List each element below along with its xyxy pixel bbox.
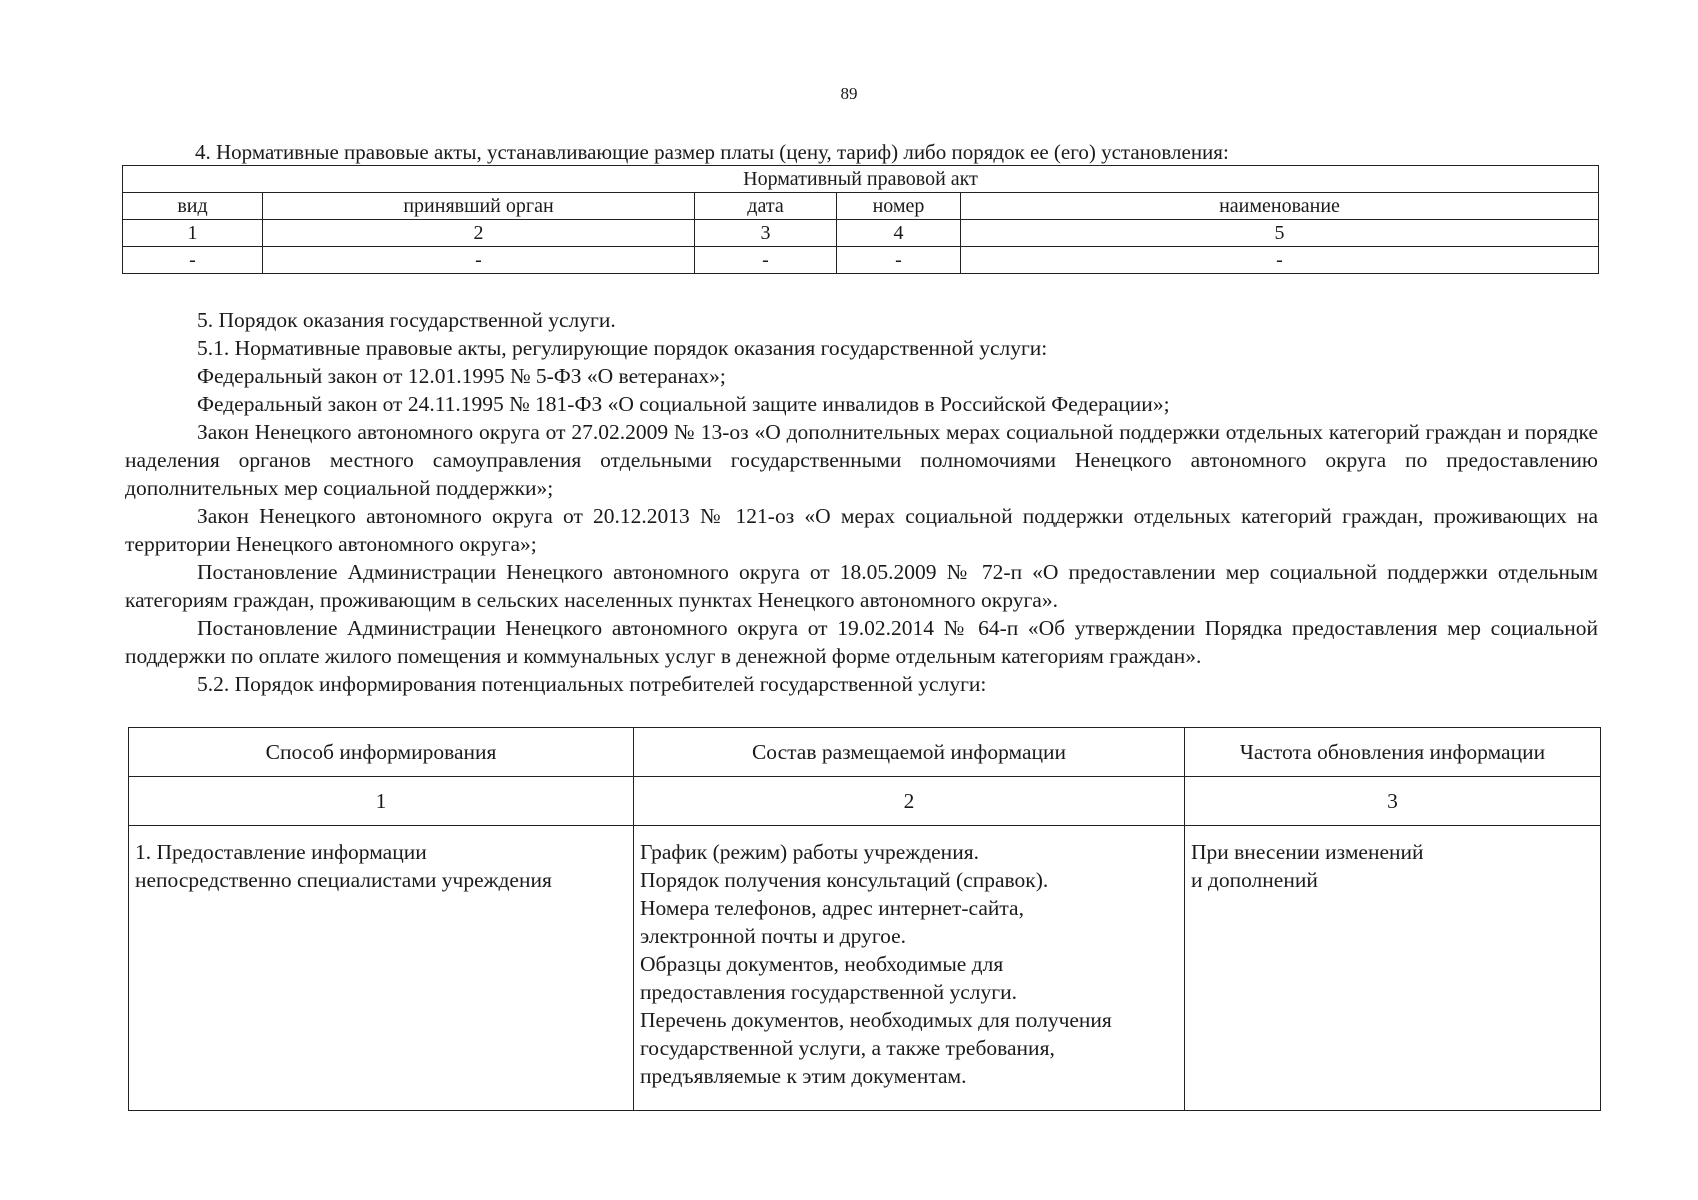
col-number-4: 4 (837, 220, 961, 247)
text-line: 1. Предоставление информации (135, 840, 427, 864)
col-header-content: Состав размещаемой информации (634, 728, 1185, 777)
table-cell: - (695, 247, 837, 274)
frequency-cell (1185, 826, 1601, 1111)
text-line: государственной услуги, а также требования, (640, 1036, 1055, 1060)
text-line: Образцы документов, необходимые для (640, 952, 1004, 976)
text-line: электронной почты и другое. (640, 924, 907, 948)
col-header-method: Способ информирования (129, 728, 634, 777)
text-line: Порядок получения консультаций (справок). (640, 868, 1049, 892)
section-5-2-title: 5.2. Порядок информирования потенциальных потребителей государственной услуги: (197, 672, 987, 696)
col-header-date: дата (695, 193, 837, 220)
law-item: Закон Ненецкого автономного округа от 27.02.2009 № 13-оз «О дополнительных мерах социальной поддержки отдельных категорий граждан и порядке наделения органов местного самоуправления отдельными государственными полномочиями Ненецкого автономного округа по предоставлению дополнительных мер социальной поддержки»; (125, 420, 1598, 500)
section-5-body (125, 306, 1598, 698)
col-number-1: 1 (129, 777, 634, 826)
col-number-3: 3 (1185, 777, 1601, 826)
table-cell: - (961, 247, 1599, 274)
legal-acts-table (122, 165, 1599, 274)
table-cell: - (837, 247, 961, 274)
col-header-number: номер (837, 193, 961, 220)
col-header-authority: принявший орган (263, 193, 695, 220)
informing-table (128, 727, 1601, 1111)
law-item: Федеральный закон от 24.11.1995 № 181-ФЗ «О социальной защите инвалидов в Российской Федерации»; (197, 392, 1170, 416)
col-number-2: 2 (634, 777, 1185, 826)
law-item: Закон Ненецкого автономного округа от 20.12.2013 № 121-оз «О мерах социальной поддержки отдельных категорий граждан, проживающих на территории Ненецкого автономного округа»; (125, 504, 1598, 556)
text-line: При внесении изменений (1191, 840, 1424, 864)
text-line: и дополнений (1191, 868, 1318, 892)
col-number-1: 1 (123, 220, 263, 247)
text-line: предъявляемые к этим документам. (640, 1064, 967, 1088)
col-header-name: наименование (961, 193, 1599, 220)
col-number-2: 2 (263, 220, 695, 247)
table-cell: - (263, 247, 695, 274)
text-line: предоставления государственной услуги. (640, 980, 1017, 1004)
col-number-5: 5 (961, 220, 1599, 247)
col-number-3: 3 (695, 220, 837, 247)
section-5-title: 5. Порядок оказания государственной услуги. (197, 308, 616, 332)
law-item: Постановление Администрации Ненецкого автономного округа от 18.05.2009 № 72-п «О предоставлении мер социальной поддержки отдельным категориям граждан, проживающим в сельских населенных пунктах Ненецкого автономного округа». (125, 560, 1598, 612)
text-line: непосредственно специалистами учреждения (135, 868, 552, 892)
col-header-frequency: Частота обновления информации (1185, 728, 1601, 777)
section-4-heading: 4. Нормативные правовые акты, устанавливающие размер платы (цену, тариф) либо порядок ее (его) установления: (195, 140, 1229, 164)
col-header-type: вид (123, 193, 263, 220)
text-line: График (режим) работы учреждения. (640, 840, 979, 864)
text-line: Номера телефонов, адрес интернет-сайта, (640, 896, 1024, 920)
table-cell: - (123, 247, 263, 274)
table-row (129, 826, 1601, 1111)
page-number: 89 (840, 84, 858, 103)
method-cell (129, 826, 634, 1111)
text-line: Перечень документов, необходимых для получения (640, 1008, 1112, 1032)
legal-acts-group-header: Нормативный правовой акт (123, 166, 1599, 193)
law-item: Постановление Администрации Ненецкого автономного округа от 19.02.2014 № 64-п «Об утверждении Порядка предоставления мер социальной поддержки по оплате жилого помещения и коммунальных услуг в денежной форме отдельным категориям граждан». (125, 616, 1598, 668)
content-cell (634, 826, 1185, 1111)
section-5-1-title: 5.1. Нормативные правовые акты, регулирующие порядок оказания государственной услуги: (197, 336, 1048, 360)
law-item: Федеральный закон от 12.01.1995 № 5-ФЗ «О ветеранах»; (197, 364, 726, 388)
